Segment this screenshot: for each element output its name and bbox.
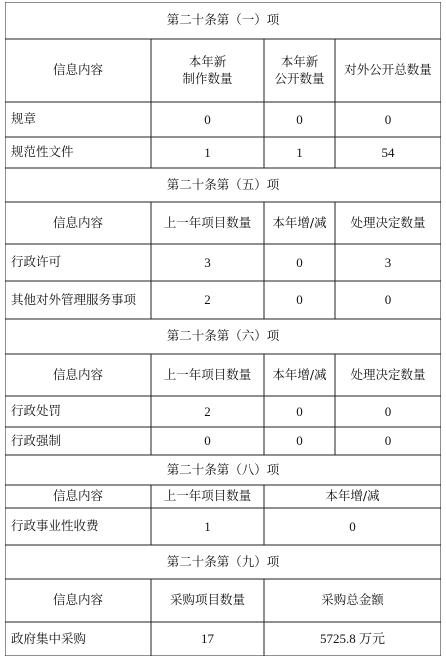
column-header: 信息内容 [52, 214, 103, 230]
column-header: 处理决定数量 [350, 214, 426, 230]
table-cell: 0 [384, 111, 392, 127]
table-cell: 0 [296, 111, 303, 127]
column-header: 本年新 公开数量 [274, 53, 325, 86]
table-cell: 0 [296, 433, 303, 449]
row-label: 行政强制 [11, 432, 62, 448]
column-header: 信息内容 [52, 488, 103, 504]
table-cell: 1 [296, 144, 303, 160]
column-header: 信息内容 [52, 592, 103, 608]
column-header: 上一年项目数量 [163, 488, 252, 504]
table-cell: 3 [384, 254, 392, 270]
disclosure-table [5, 2, 441, 656]
table-cell: 0 [204, 433, 211, 449]
column-header: 本年增/减 [272, 214, 327, 230]
column-header: 本年增/减 [325, 488, 380, 504]
table-cell: 5725.8 万元 [319, 631, 385, 647]
column-header: 处理决定数量 [350, 366, 426, 382]
table-cell: 0 [384, 433, 392, 449]
column-header: 对外公开总数量 [344, 62, 432, 78]
section-title: 第二十条第（九）项 [166, 553, 280, 569]
row-label: 行政处罚 [11, 403, 62, 419]
column-header: 信息内容 [52, 62, 103, 78]
table-cell: 1 [204, 518, 211, 534]
row-label: 行政事业性收费 [11, 518, 99, 534]
table-cell: 0 [384, 292, 392, 308]
section-title: 第二十条第（五）项 [166, 176, 280, 192]
column-header: 本年增/减 [272, 366, 327, 382]
section-title: 第二十条第（八）项 [166, 461, 280, 477]
column-header: 上一年项目数量 [163, 366, 252, 382]
column-header: 信息内容 [52, 366, 103, 382]
row-label: 规范性文件 [11, 144, 74, 160]
row-label: 行政许可 [11, 254, 62, 270]
table-cell: 0 [384, 403, 392, 419]
section-title: 第二十条第（六）项 [166, 328, 280, 344]
table-cell: 1 [204, 144, 211, 160]
table-cell: 0 [296, 254, 303, 270]
table-cell: 17 [201, 631, 214, 647]
section-title: 第二十条第（一）项 [166, 12, 280, 28]
column-header: 上一年项目数量 [163, 214, 252, 230]
table-cell: 0 [296, 403, 303, 419]
table-cell: 0 [204, 111, 211, 127]
table-cell: 2 [204, 403, 211, 419]
table-cell: 3 [204, 254, 211, 270]
column-header: 本年新 制作数量 [182, 53, 233, 86]
row-label: 规章 [11, 111, 37, 127]
table-cell: 54 [381, 144, 395, 160]
table-cell: 0 [296, 292, 303, 308]
row-label: 政府集中采购 [11, 630, 87, 646]
table-cell: 2 [204, 292, 211, 308]
table-cell: 0 [349, 518, 356, 534]
row-label: 其他对外管理服务事项 [11, 291, 137, 307]
column-header: 采购总金额 [321, 592, 384, 608]
column-header: 采购项目数量 [169, 592, 245, 608]
